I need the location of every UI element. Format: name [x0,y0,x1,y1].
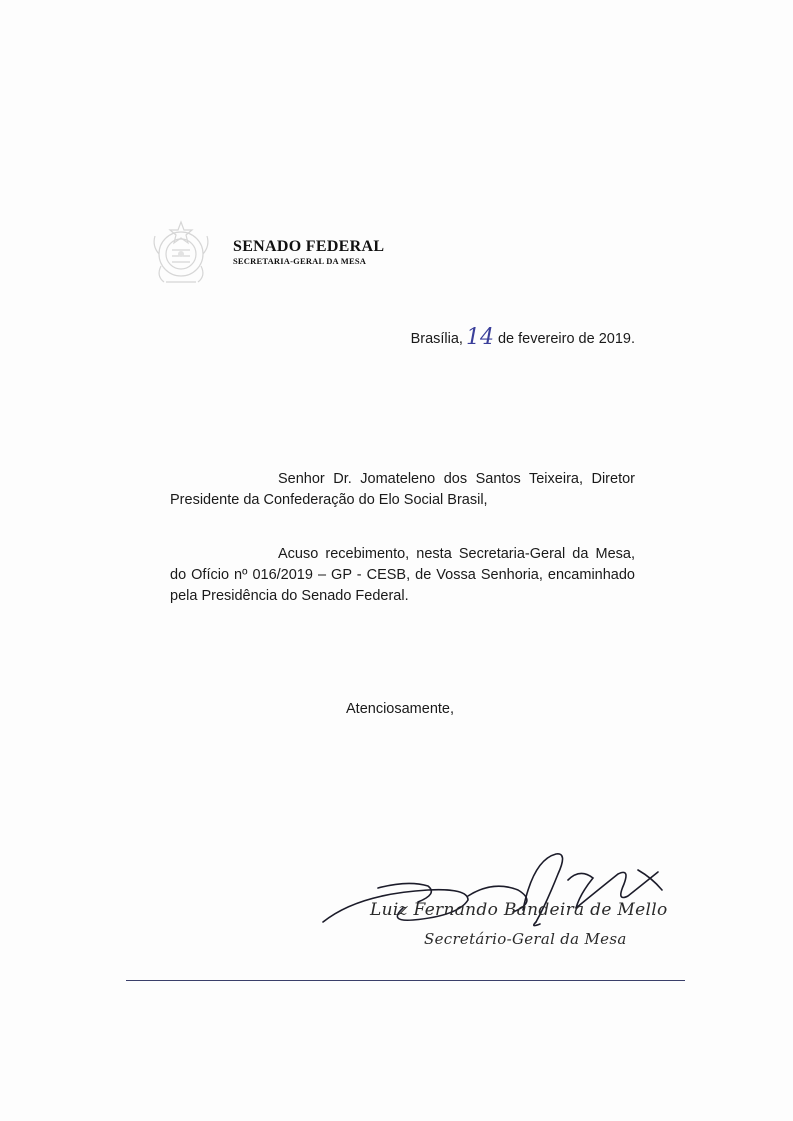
footer-divider [126,980,685,981]
date-day-handwritten: 14 [465,325,494,350]
signer-title: Secretário-Geral da Mesa [424,930,627,948]
closing: Atenciosamente, [346,701,455,717]
signer-name: Luiz Fernando Bandeira de Mello [370,900,668,920]
salutation: Senhor Dr. Jomateleno dos Santos Teixeira, Diretor Presidente da Confederação do Elo Social Brasil, [170,471,635,508]
date-place: Brasília, [410,331,463,347]
organization-name: SENADO FEDERAL [233,238,385,255]
coat-of-arms-seal-icon [146,216,216,288]
date-rest: de fevereiro de 2019. [497,331,635,347]
body-paragraph: Acuso recebimento, nesta Secretaria-Geral da Mesa, do Ofício nº 016/2019 – GP - CESB, de Vossa Senhoria, encaminhado pela Presidência do Senado Federal. [170,546,635,604]
department-name: SECRETARIA-GERAL DA MESA [233,256,367,266]
date-line [411,324,635,349]
